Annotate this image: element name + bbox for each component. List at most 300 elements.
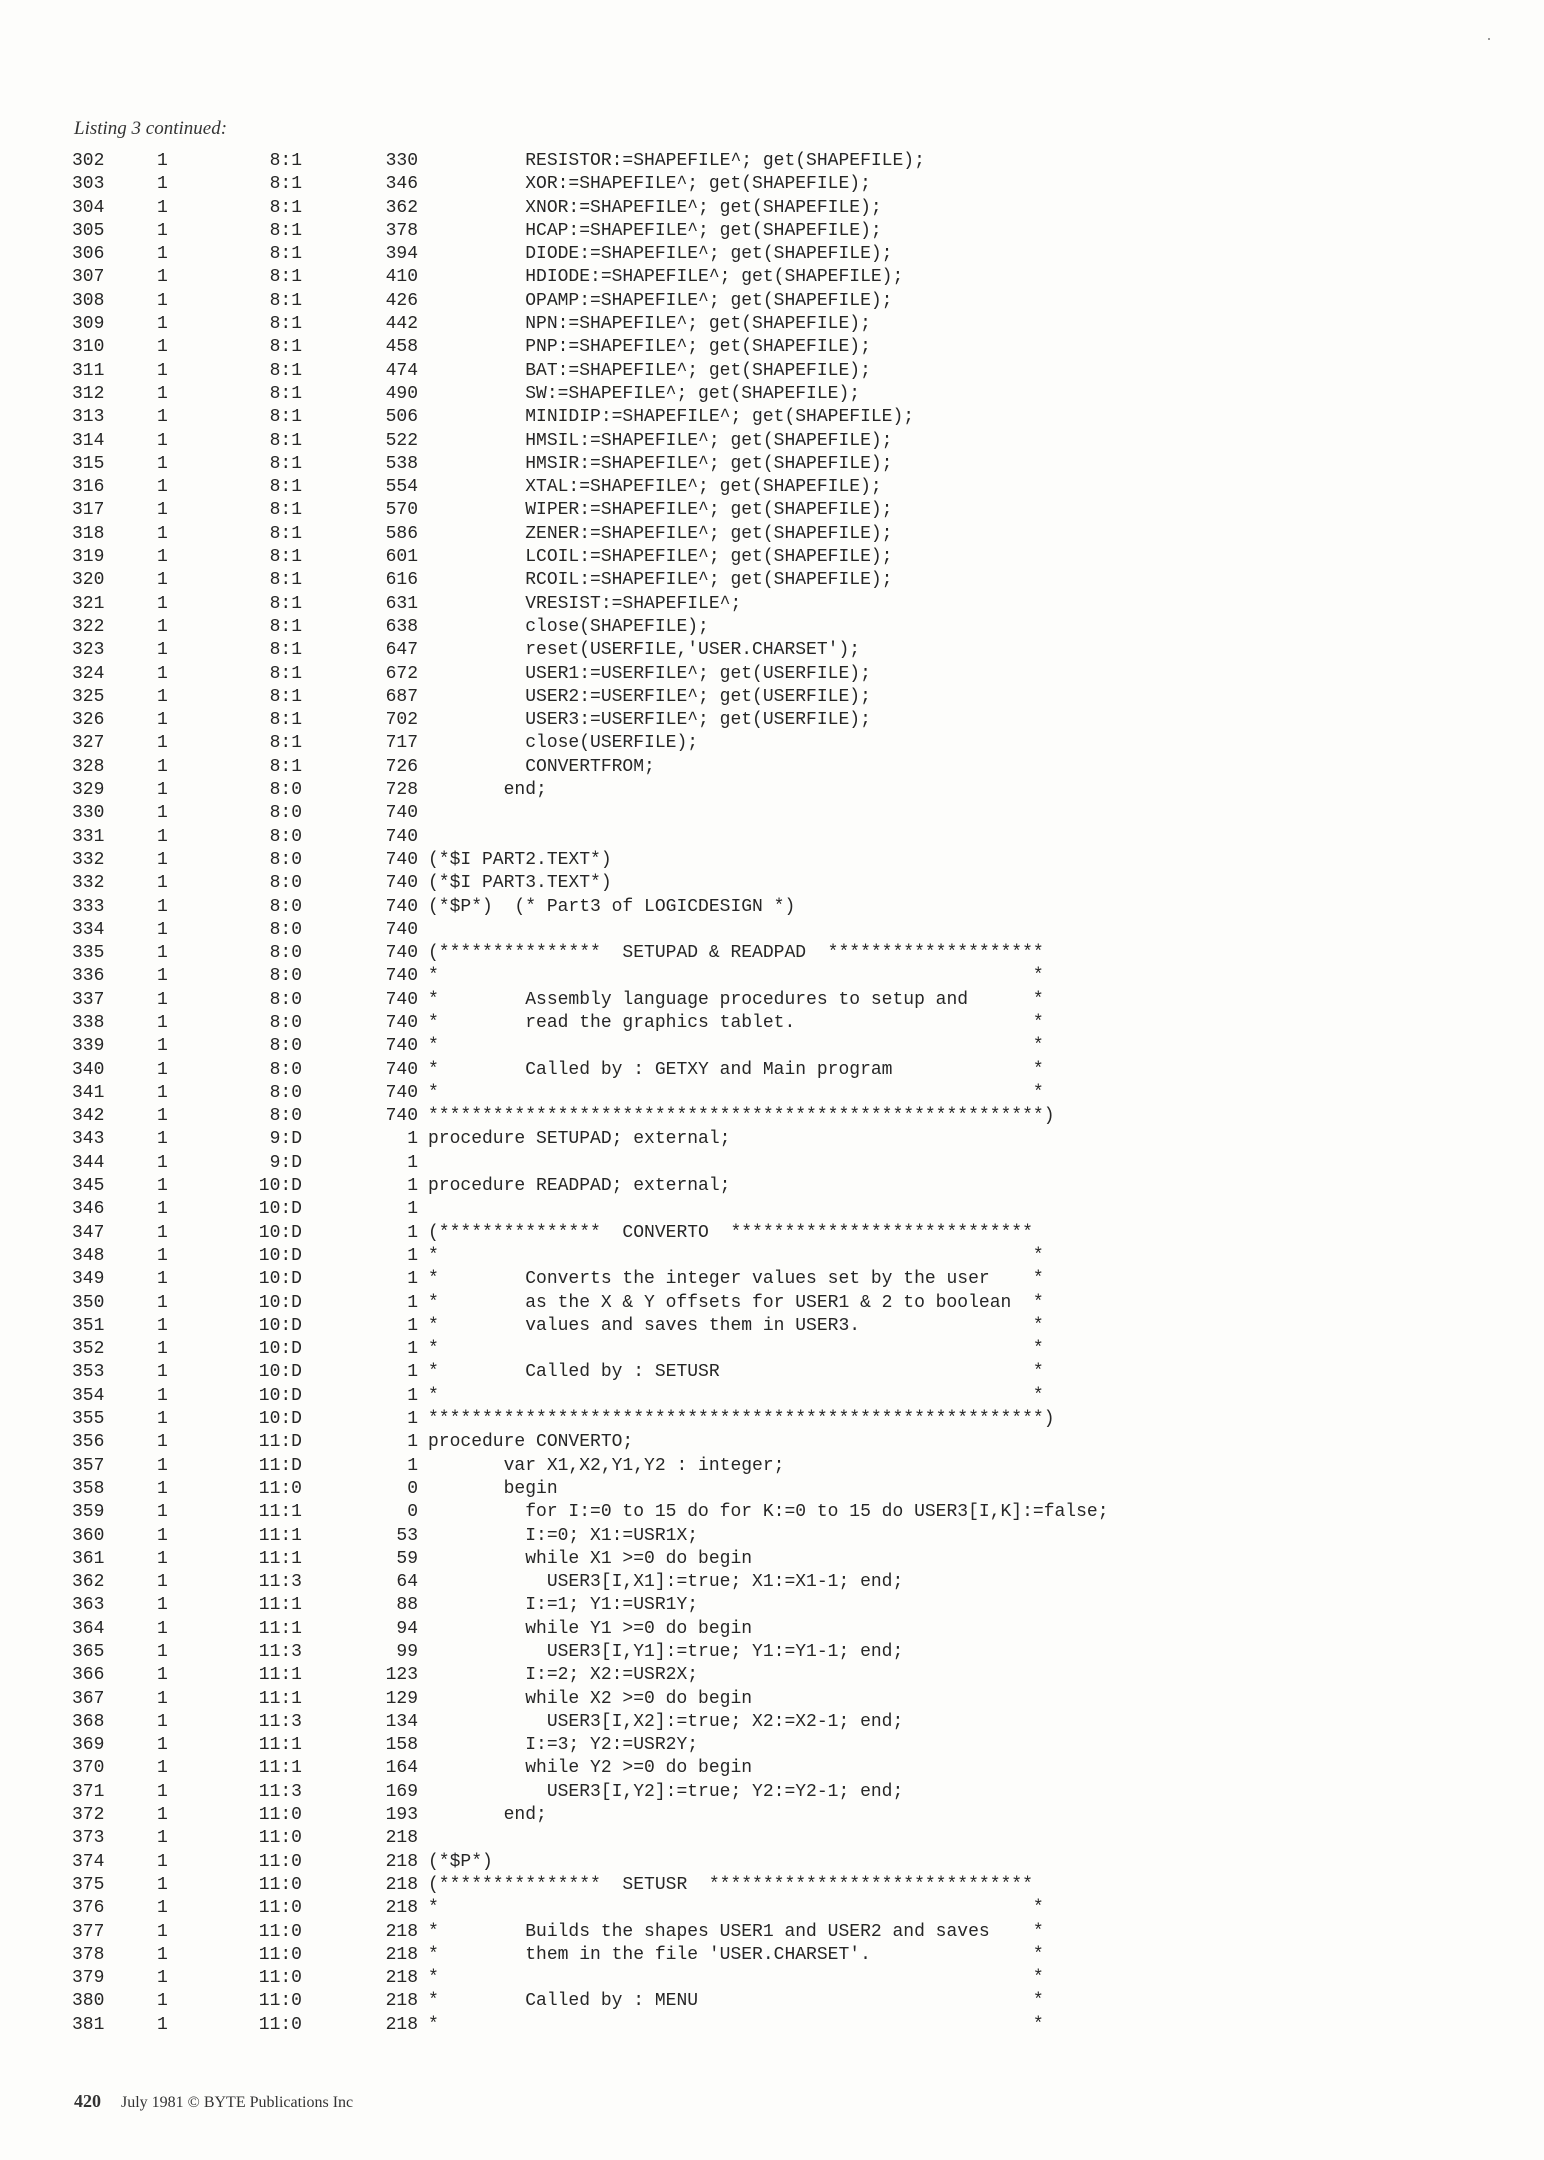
listing-line [72,1478,1472,1501]
listing-line [72,1268,1472,1291]
proc-segment: 11:0 [258,1991,302,2012]
proc-segment: 11:0 [258,1828,302,1849]
line-number: 332 [72,849,105,870]
listing-line [72,1292,1472,1315]
source-code: PNP:=SHAPEFILE^; get(SHAPEFILE); [428,337,871,358]
line-number: 328 [72,756,105,777]
source-code: procedure SETUPAD; external; [428,1129,731,1150]
lex-level: 1 [157,826,168,847]
listing-line [72,1222,1472,1245]
code-offset: 672 [385,663,418,684]
line-number: 314 [72,430,105,451]
proc-segment: 11:3 [258,1781,302,1802]
listing-line [72,360,1472,383]
proc-segment: 8:1 [269,407,302,428]
code-offset: 538 [385,453,418,474]
lex-level: 1 [157,244,168,265]
code-offset: 99 [396,1642,418,1662]
listing-line [72,965,1472,988]
listing-line [72,1734,1472,1757]
line-number: 377 [72,1921,105,1942]
listing-line [72,1128,1472,1151]
listing-line [72,1990,1472,2013]
listing-line [72,1641,1472,1664]
proc-segment: 8:0 [269,966,302,987]
listing-line [72,1152,1472,1175]
lex-level: 1 [157,1269,168,1290]
lex-level: 1 [157,1548,168,1569]
line-number: 307 [72,267,105,288]
line-number: 304 [72,197,105,218]
listing-line [72,523,1472,546]
code-offset: 474 [385,360,418,381]
proc-segment: 11:1 [258,1548,302,1569]
proc-segment: 8:1 [269,430,302,451]
listing-line [72,569,1472,592]
lex-level: 1 [157,197,168,218]
lex-level: 1 [157,383,168,404]
lex-level: 1 [157,640,168,661]
proc-segment: 8:1 [269,570,302,591]
proc-segment: 8:1 [269,290,302,311]
code-offset: 490 [385,383,418,404]
code-offset: 218 [385,1944,418,1965]
code-offset: 362 [385,197,418,218]
proc-segment: 11:0 [258,1968,302,1989]
line-number: 381 [72,2014,105,2035]
lex-level: 1 [157,849,168,870]
lex-level: 1 [157,663,168,684]
lex-level: 1 [157,407,168,428]
source-code: I:=0; X1:=USR1X; [428,1525,699,1546]
listing-line [72,756,1472,779]
code-offset: 1 [407,1269,418,1290]
line-number: 341 [72,1082,105,1103]
proc-segment: 8:1 [269,523,302,544]
listing-line [72,802,1472,825]
code-offset: 506 [385,407,418,428]
listing-line [72,1198,1472,1221]
proc-segment: 11:0 [258,2014,302,2035]
listing-line [72,663,1472,686]
proc-segment: 8:0 [269,803,302,824]
source-code: * Converts the integer values set by the user * [428,1269,1044,1290]
code-offset: 218 [385,1828,418,1849]
lex-level: 1 [157,966,168,987]
line-number: 379 [72,1968,105,1989]
code-offset: 53 [396,1525,418,1546]
listing-line [72,1757,1472,1780]
source-code: I:=2; X2:=USR2X; [428,1665,699,1686]
code-offset: 123 [385,1665,418,1686]
line-number: 376 [72,1898,105,1919]
proc-segment: 11:3 [258,1711,302,1732]
line-number: 356 [72,1432,105,1453]
source-code: XOR:=SHAPEFILE^; get(SHAPEFILE); [428,174,871,195]
source-code: MINIDIP:=SHAPEFILE^; get(SHAPEFILE); [428,407,915,428]
source-code: CONVERTFROM; [428,756,655,777]
line-number: 306 [72,244,105,265]
line-number: 318 [72,523,105,544]
source-code: (*************** SETUPAD & READPAD ******************** [428,943,1044,964]
source-code: * * [428,966,1044,987]
code-offset: 164 [385,1758,418,1779]
proc-segment: 8:1 [269,477,302,498]
code-offset: 717 [385,733,418,754]
source-code: (*$P*) (* Part3 of LOGICDESIGN *) [428,896,796,917]
proc-segment: 10:D [258,1385,302,1406]
line-number: 313 [72,407,105,428]
code-offset: 1 [407,1176,418,1197]
source-code: USER2:=USERFILE^; get(USERFILE); [428,686,871,707]
code-offset: 1 [407,1432,418,1453]
source-code: * read the graphics tablet. * [428,1012,1044,1033]
code-offset: 218 [385,1991,418,2012]
source-code: HMSIR:=SHAPEFILE^; get(SHAPEFILE); [428,453,893,474]
source-code: XNOR:=SHAPEFILE^; get(SHAPEFILE); [428,197,882,218]
lex-level: 1 [157,1991,168,2012]
code-listing [72,150,1472,2037]
code-offset: 458 [385,337,418,358]
code-offset: 1 [407,1409,418,1430]
code-offset: 442 [385,314,418,335]
listing-line [72,336,1472,359]
listing-line [72,150,1472,173]
code-offset: 193 [385,1805,418,1826]
lex-level: 1 [157,1455,168,1476]
lex-level: 1 [157,337,168,358]
lex-level: 1 [157,290,168,311]
listing-line [72,1315,1472,1338]
proc-segment: 11:0 [258,1944,302,1965]
line-number: 347 [72,1222,105,1243]
proc-segment: 11:1 [258,1618,302,1639]
proc-segment: 11:0 [258,1921,302,1942]
line-number: 317 [72,500,105,521]
code-offset: 1 [407,1152,418,1173]
source-code: * * [428,1036,1044,1057]
source-code: ZENER:=SHAPEFILE^; get(SHAPEFILE); [428,523,893,544]
source-code: for I:=0 to 15 do for K:=0 to 15 do USER3[I,K]:=false; [428,1502,1109,1523]
listing-line [72,732,1472,755]
lex-level: 1 [157,1828,168,1849]
code-offset: 740 [385,803,418,824]
listing-line [72,1082,1472,1105]
proc-segment: 8:0 [269,1012,302,1033]
listing-line [72,1944,1472,1967]
code-offset: 740 [385,1036,418,1057]
proc-segment: 8:0 [269,1036,302,1057]
proc-segment: 8:1 [269,547,302,568]
code-offset: 740 [385,873,418,894]
lex-level: 1 [157,1222,168,1243]
line-number: 374 [72,1851,105,1872]
line-number: 355 [72,1409,105,1430]
listing-line [72,1897,1472,1920]
lex-level: 1 [157,1502,168,1523]
source-code: while X2 >=0 do begin [428,1688,753,1709]
code-offset: 1 [407,1292,418,1313]
code-offset: 218 [385,1874,418,1895]
proc-segment: 8:1 [269,616,302,637]
proc-segment: 11:1 [258,1665,302,1686]
listing-line [72,942,1472,965]
proc-segment: 8:1 [269,593,302,614]
source-code: procedure READPAD; external; [428,1176,731,1197]
listing-line [72,197,1472,220]
listing-line [72,1618,1472,1641]
proc-segment: 11:1 [258,1502,302,1523]
code-offset: 601 [385,547,418,568]
proc-segment: 11:1 [258,1525,302,1546]
proc-segment: 8:1 [269,733,302,754]
proc-segment: 10:D [258,1199,302,1220]
listing-line [72,406,1472,429]
code-offset: 169 [385,1781,418,1802]
line-number: 378 [72,1944,105,1965]
lex-level: 1 [157,1688,168,1709]
line-number: 350 [72,1292,105,1313]
proc-segment: 8:1 [269,220,302,241]
listing-line [72,1338,1472,1361]
listing-line [72,1851,1472,1874]
line-number: 362 [72,1572,105,1593]
lex-level: 1 [157,1409,168,1430]
listing-line [72,1711,1472,1734]
proc-segment: 11:0 [258,1478,302,1499]
proc-segment: 8:0 [269,989,302,1010]
listing-line [72,1525,1472,1548]
line-number: 329 [72,780,105,801]
listing-line [72,1548,1472,1571]
code-offset: 1 [407,1362,418,1383]
listing-line [72,1594,1472,1617]
source-code: I:=3; Y2:=USR2Y; [428,1735,699,1756]
lex-level: 1 [157,896,168,917]
lex-level: 1 [157,430,168,451]
line-number: 338 [72,1012,105,1033]
proc-segment: 11:D [258,1432,302,1453]
code-offset: 740 [385,943,418,964]
lex-level: 1 [157,570,168,591]
source-code: I:=1; Y1:=USR1Y; [428,1595,699,1616]
line-number: 345 [72,1176,105,1197]
lex-level: 1 [157,686,168,707]
lex-level: 1 [157,220,168,241]
line-number: 371 [72,1781,105,1802]
listing-line [72,546,1472,569]
source-code: * * [428,1898,1044,1919]
line-number: 325 [72,686,105,707]
listing-line [72,779,1472,802]
source-code: BAT:=SHAPEFILE^; get(SHAPEFILE); [428,360,871,381]
proc-segment: 8:1 [269,174,302,195]
code-offset: 1 [407,1385,418,1406]
code-offset: 1 [407,1129,418,1150]
source-code: while X1 >=0 do begin [428,1548,753,1569]
lex-level: 1 [157,1152,168,1173]
proc-segment: 10:D [258,1292,302,1313]
listing-line [72,476,1472,499]
code-offset: 218 [385,2014,418,2035]
listing-line [72,453,1472,476]
code-offset: 740 [385,1082,418,1103]
code-offset: 1 [407,1245,418,1266]
listing-line [72,919,1472,942]
source-code: * * [428,2014,1044,2035]
lex-level: 1 [157,1618,168,1639]
lex-level: 1 [157,151,168,171]
source-code: close(SHAPEFILE); [428,616,709,637]
line-number: 324 [72,663,105,684]
proc-segment: 8:0 [269,943,302,964]
code-offset: 426 [385,290,418,311]
listing-line [72,1385,1472,1408]
line-number: 352 [72,1339,105,1360]
listing-line [72,266,1472,289]
line-number: 348 [72,1245,105,1266]
lex-level: 1 [157,1781,168,1802]
lex-level: 1 [157,1944,168,1965]
line-number: 310 [72,337,105,358]
proc-segment: 11:0 [258,1898,302,1919]
lex-level: 1 [157,710,168,731]
code-offset: 740 [385,849,418,870]
source-code: while Y2 >=0 do begin [428,1758,753,1779]
line-number: 354 [72,1385,105,1406]
source-code: * values and saves them in USER3. * [428,1315,1044,1336]
lex-level: 1 [157,1315,168,1336]
lex-level: 1 [157,1572,168,1593]
proc-segment: 10:D [258,1222,302,1243]
listing-line [72,1501,1472,1524]
lex-level: 1 [157,1478,168,1499]
source-code: USER3[I,X1]:=true; X1:=X1-1; end; [428,1572,904,1593]
code-offset: 740 [385,1059,418,1080]
proc-segment: 8:0 [269,1059,302,1080]
code-offset: 740 [385,896,418,917]
listing-line [72,243,1472,266]
code-offset: 218 [385,1851,418,1872]
listing-line [72,1804,1472,1827]
proc-segment: 9:D [269,1152,302,1173]
listing-line [72,430,1472,453]
source-code: HCAP:=SHAPEFILE^; get(SHAPEFILE); [428,220,882,241]
source-code: end; [428,1805,547,1826]
proc-segment: 8:1 [269,337,302,358]
line-number: 367 [72,1688,105,1709]
code-offset: 687 [385,686,418,707]
line-number: 330 [72,803,105,824]
line-number: 368 [72,1711,105,1732]
code-offset: 88 [396,1595,418,1616]
listing-line [72,313,1472,336]
line-number: 346 [72,1199,105,1220]
proc-segment: 8:0 [269,849,302,870]
listing-line [72,1245,1472,1268]
proc-segment: 8:0 [269,826,302,847]
source-code: * * [428,1339,1044,1360]
source-code: (*************** CONVERTO **************************** [428,1222,1033,1243]
source-code: * as the X & Y offsets for USER1 & 2 to boolean * [428,1292,1044,1313]
line-number: 334 [72,919,105,940]
lex-level: 1 [157,873,168,894]
listing-line [72,849,1472,872]
listing-line [72,1361,1472,1384]
line-number: 373 [72,1828,105,1849]
line-number: 363 [72,1595,105,1616]
lex-level: 1 [157,1595,168,1616]
code-offset: 726 [385,756,418,777]
code-offset: 0 [407,1502,418,1523]
code-offset: 570 [385,500,418,521]
source-code: * * [428,1245,1044,1266]
source-code: USER1:=USERFILE^; get(USERFILE); [428,663,871,684]
line-number: 380 [72,1991,105,2012]
code-offset: 554 [385,477,418,498]
line-number: 340 [72,1059,105,1080]
line-number: 326 [72,710,105,731]
proc-segment: 8:1 [269,710,302,731]
listing-line [72,290,1472,313]
source-code: DIODE:=SHAPEFILE^; get(SHAPEFILE); [428,244,893,265]
line-number: 316 [72,477,105,498]
line-number: 357 [72,1455,105,1476]
code-offset: 522 [385,430,418,451]
source-code: * * [428,1082,1044,1103]
line-number: 335 [72,943,105,964]
listing-line [72,1431,1472,1454]
lex-level: 1 [157,1758,168,1779]
lex-level: 1 [157,360,168,381]
lex-level: 1 [157,1106,168,1127]
code-offset: 218 [385,1921,418,1942]
code-offset: 631 [385,593,418,614]
lex-level: 1 [157,919,168,940]
source-code: NPN:=SHAPEFILE^; get(SHAPEFILE); [428,314,871,335]
code-offset: 647 [385,640,418,661]
proc-segment: 11:1 [258,1735,302,1756]
source-code: (*$P*) [428,1851,493,1872]
source-code: * Called by : GETXY and Main program * [428,1059,1044,1080]
code-offset: 158 [385,1735,418,1756]
line-number: 315 [72,453,105,474]
proc-segment: 11:3 [258,1642,302,1662]
proc-segment: 8:1 [269,314,302,335]
line-number: 321 [72,593,105,614]
source-code: (*************** SETUSR ****************************** [428,1874,1033,1895]
proc-segment: 10:D [258,1409,302,1430]
proc-segment: 8:1 [269,500,302,521]
source-code: RCOIL:=SHAPEFILE^; get(SHAPEFILE); [428,570,893,591]
lex-level: 1 [157,523,168,544]
lex-level: 1 [157,616,168,637]
source-code: * Assembly language procedures to setup and * [428,989,1044,1010]
listing-line [72,1781,1472,1804]
listing-line [72,826,1472,849]
source-code: OPAMP:=SHAPEFILE^; get(SHAPEFILE); [428,290,893,311]
code-offset: 218 [385,1968,418,1989]
line-number: 339 [72,1036,105,1057]
line-number: 302 [72,151,105,171]
listing-line [72,1664,1472,1687]
code-offset: 1 [407,1455,418,1476]
source-code: close(USERFILE); [428,733,699,754]
lex-level: 1 [157,593,168,614]
source-code: SW:=SHAPEFILE^; get(SHAPEFILE); [428,383,861,404]
source-code: procedure CONVERTO; [428,1432,634,1453]
listing-line [72,1408,1472,1431]
